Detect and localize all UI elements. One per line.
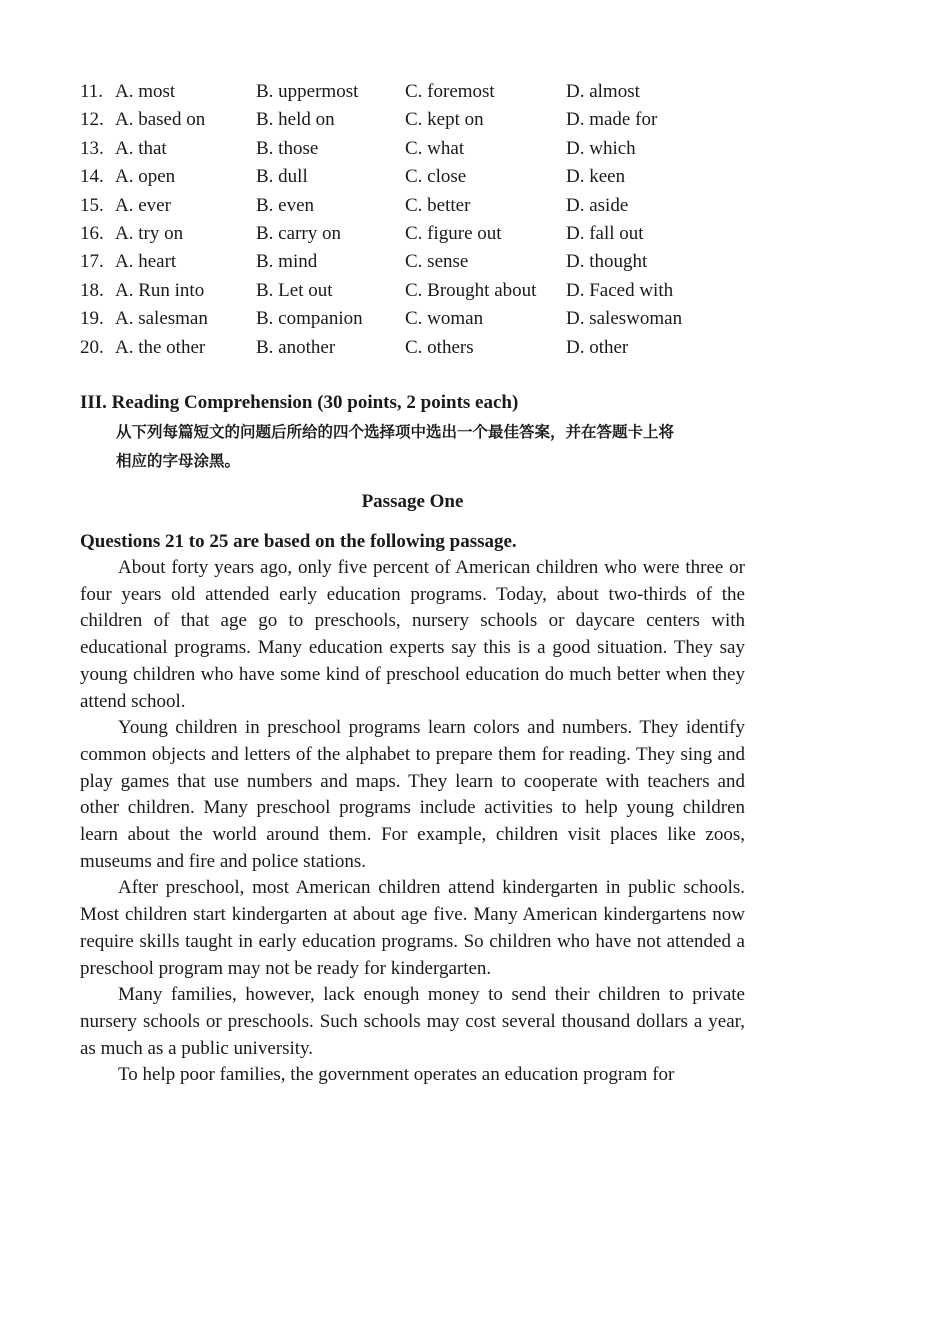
option-b: B. mind (256, 251, 318, 273)
option-row-14 (80, 163, 760, 191)
reading-comprehension-section (80, 390, 745, 1089)
passage-title: Passage One (361, 491, 464, 512)
option-b: B. held on (256, 109, 335, 131)
option-c: C. better (405, 194, 471, 216)
passage-paragraph-3: After preschool, most American children attend kindergarten in public schools. Most children start kindergarten at about age five. Many American kindergartens now require skills taught in early education programs. So children who have not attended a preschool program may not be ready for kindergarten. (80, 877, 745, 979)
option-d: D. saleswoman (566, 308, 683, 330)
option-row-16 (80, 220, 760, 248)
option-c: C. Brought about (405, 279, 537, 301)
option-d: D. aside (566, 194, 629, 216)
option-d: D. fall out (566, 222, 644, 244)
passage-paragraph-2: Young children in preschool programs learn colors and numbers. They identify common objects and letters of the alphabet to prepare them for reading. They sing and play games that use numbers and maps. They learn to cooperate with teachers and other children. Many preschool programs include activities to help young children learn about the world around them. For example, children visit places like zoos, museums and fire and police stations. (80, 717, 745, 872)
option-row-13 (80, 135, 760, 163)
option-b: B. carry on (256, 222, 341, 244)
option-a: A. open (115, 166, 176, 188)
instruction-line-2: 相应的字母涂黑。 (116, 452, 241, 470)
passage-paragraph-5: To help poor families, the government operates an education program for (118, 1064, 675, 1086)
question-number: 19. (80, 308, 104, 330)
option-row-11 (80, 78, 760, 106)
passage-paragraph-1: About forty years ago, only five percent of American children who were three or four years old attended early education programs. Today, about two-thirds of the children of that age go to preschools, nursery schools or daycare centers with educational programs. Many education experts say this is a good situation. They say young children who have some kind of preschool education do much better when they attend school. (80, 557, 745, 712)
question-number: 11. (80, 81, 104, 102)
option-c: C. kept on (405, 109, 484, 131)
option-row-18 (80, 277, 760, 305)
question-number: 14. (80, 166, 104, 188)
question-number: 20. (80, 336, 104, 358)
option-c: C. foremost (405, 81, 495, 102)
option-a: A. that (115, 137, 167, 159)
option-d: D. almost (566, 81, 640, 102)
option-b: B. uppermost (256, 81, 359, 102)
option-b: B. those (256, 137, 319, 159)
option-b: B. another (256, 336, 336, 358)
option-c: C. others (405, 336, 474, 358)
option-c: C. close (405, 166, 467, 188)
option-a: A. based on (115, 109, 206, 131)
question-number: 15. (80, 194, 104, 216)
option-d: D. keen (566, 166, 626, 188)
question-number: 12. (80, 109, 104, 131)
answer-options-table (80, 78, 760, 362)
option-d: D. made for (566, 109, 658, 131)
option-row-19 (80, 305, 760, 333)
option-b: B. companion (256, 308, 363, 330)
instruction-line-1: 从下列每篇短文的问题后所给的四个选择项中选出一个最佳答案，并在答题卡上将 (116, 423, 675, 441)
option-d: D. thought (566, 251, 648, 273)
option-c: C. what (405, 137, 465, 159)
option-a: A. heart (115, 251, 177, 273)
option-b: B. dull (256, 166, 308, 188)
option-a: A. most (115, 81, 176, 102)
section-instructions (80, 418, 745, 476)
passage-paragraph-4: Many families, however, lack enough money to send their children to private nursery schools or preschools. Such schools may cost several thousand dollars a year, as much as a public university. (80, 984, 745, 1059)
question-number: 18. (80, 279, 104, 301)
option-d: D. which (566, 137, 636, 159)
option-a: A. salesman (115, 308, 208, 330)
option-d: D. other (566, 336, 629, 358)
question-number: 17. (80, 251, 104, 273)
option-a: A. try on (115, 222, 184, 244)
option-row-17 (80, 248, 760, 276)
option-c: C. sense (405, 251, 469, 273)
option-c: C. woman (405, 308, 484, 330)
option-a: A. ever (115, 194, 171, 216)
option-a: A. Run into (115, 279, 205, 301)
section-title: III. Reading Comprehension (30 points, 2 points each) (80, 392, 519, 413)
option-row-15 (80, 192, 760, 220)
option-row-12 (80, 106, 760, 134)
question-number: 16. (80, 222, 104, 244)
option-d: D. Faced with (566, 279, 674, 301)
questions-header: Questions 21 to 25 are based on the following passage. (80, 531, 517, 552)
option-c: C. figure out (405, 222, 502, 244)
option-b: B. even (256, 194, 315, 216)
option-b: B. Let out (256, 279, 333, 301)
question-number: 13. (80, 137, 104, 159)
option-a: A. the other (115, 336, 206, 358)
option-row-20 (80, 334, 760, 362)
